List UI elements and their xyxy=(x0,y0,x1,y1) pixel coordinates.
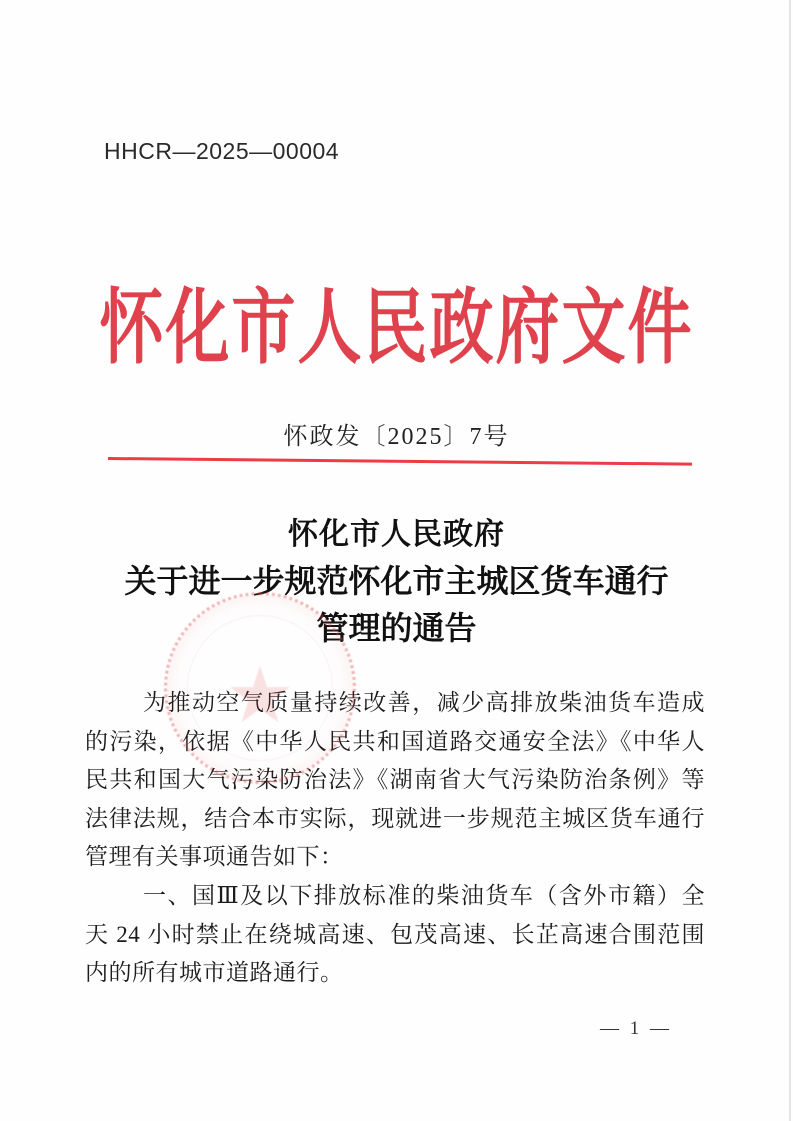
body-paragraph-preamble: 为推动空气质量持续改善，减少高排放柴油货车造成的污染，依据《中华人民共和国道路交通安全法》《中华人民共和国大气污染防治法》《湖南省大气污染防治条例》等法律法规，结合本市实际，现就进一步规范主城区货车通行管理有关事项通告如下： xyxy=(85,690,705,870)
notice-body xyxy=(85,684,705,993)
notice-title-line2: 关于进一步规范怀化市主城区货车通行 xyxy=(124,563,669,599)
body-paragraph-item-1: 一、国Ⅲ及以下排放标准的柴油货车（含外市籍）全天 24 小时禁止在绕城高速、包茂高速、长芷高速合围范围内的所有城市道路通行。 xyxy=(85,882,705,986)
red-divider-rule xyxy=(108,457,692,466)
scan-edge-artifact xyxy=(789,0,791,1121)
document-registration-id: HHCR—2025—00004 xyxy=(104,138,340,164)
page-number: — 1 — xyxy=(600,1018,672,1039)
red-header-banner-title: 怀化市人民政府文件 xyxy=(99,282,694,374)
notice-title xyxy=(0,512,793,652)
notice-title-line3: 管理的通告 xyxy=(316,610,477,646)
notice-title-issuer: 怀化市人民政府 xyxy=(288,518,505,551)
document-reference-number: 怀政发〔2025〕7号 xyxy=(283,424,510,450)
seal-star-icon: ★ xyxy=(225,651,295,741)
